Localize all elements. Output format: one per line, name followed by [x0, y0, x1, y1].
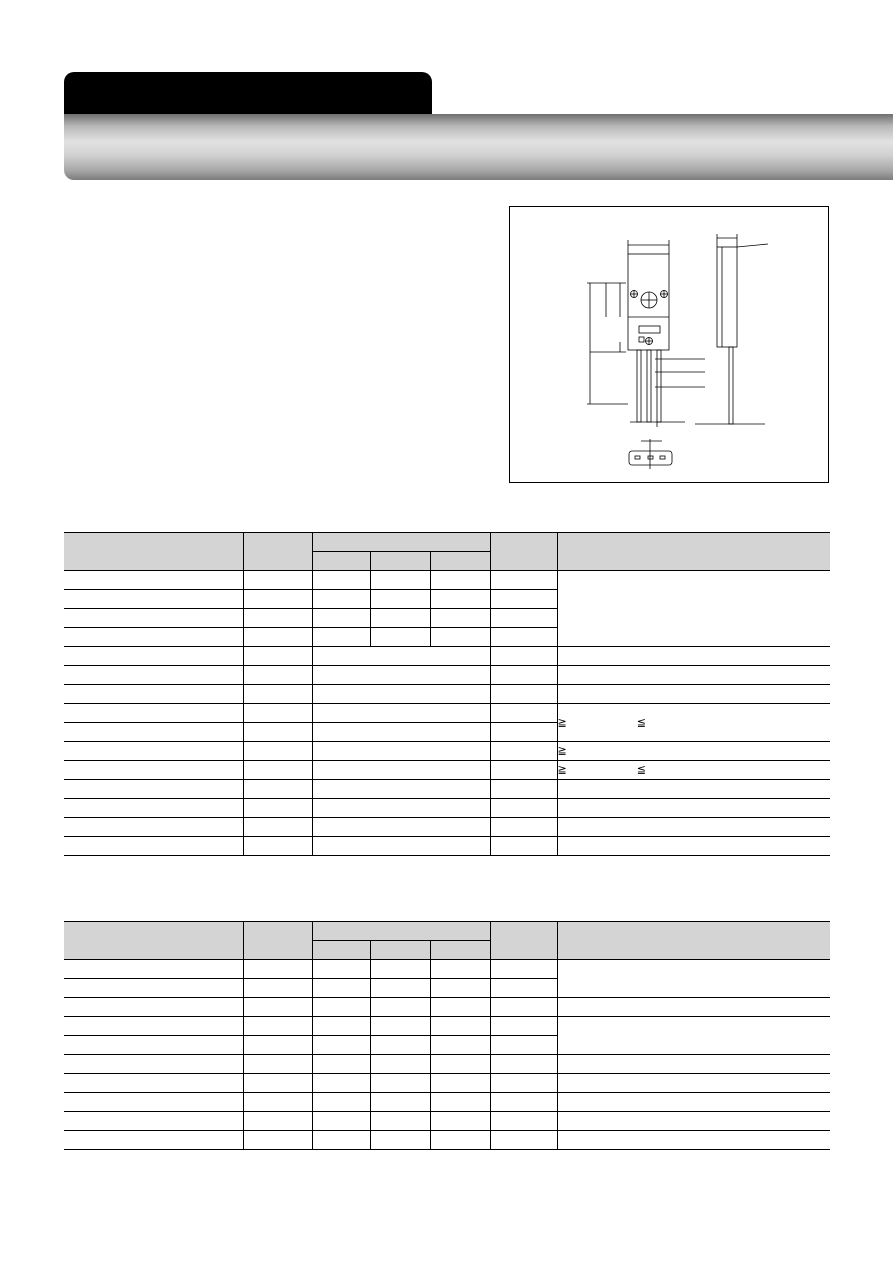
table2-header-row-1 [64, 922, 830, 941]
side-view-lead [729, 347, 733, 424]
condition-glyph: ≦ [636, 716, 646, 729]
table-row [64, 1055, 830, 1074]
table-row [64, 704, 830, 723]
table-row [64, 960, 830, 979]
table2-col-header-2 [243, 922, 312, 960]
table1-col-header-group [312, 533, 490, 552]
front-view-body [628, 254, 669, 350]
table2-col-header-1 [64, 922, 243, 960]
table-row [64, 1093, 830, 1112]
table2-col-header-conditions [557, 922, 830, 960]
table-row [64, 799, 830, 818]
table-row [64, 1131, 830, 1150]
specification-table-2 [64, 921, 830, 1150]
lead-2 [647, 350, 651, 422]
header-subtitle-bar [64, 114, 893, 180]
lead-1 [637, 350, 641, 422]
table-row [64, 647, 830, 666]
table-row [64, 998, 830, 1017]
condition-glyph: ≦ [636, 764, 646, 776]
table-row [64, 685, 830, 704]
table2-subheader-1 [312, 941, 370, 960]
table1-condition-cell-8 [557, 704, 830, 742]
table-row [64, 571, 830, 590]
package-outline-svg [510, 207, 828, 482]
table1-col-header-1 [64, 533, 243, 571]
table1-subheader-3 [430, 552, 490, 571]
table-row [64, 1074, 830, 1093]
package-outline-drawing [509, 206, 829, 483]
lead-3 [657, 350, 661, 422]
table-row [64, 666, 830, 685]
table-row [64, 742, 830, 761]
table2-subheader-2 [370, 941, 430, 960]
table-row [64, 1017, 830, 1036]
table-row [64, 761, 830, 780]
table2-subheader-3 [430, 941, 490, 960]
table-row [64, 818, 830, 837]
bottom-view-body [629, 451, 672, 465]
table1-header-row-1 [64, 533, 830, 552]
side-view-body [717, 247, 737, 347]
table-row [64, 780, 830, 799]
condition-glyph: ≧ [557, 745, 567, 757]
condition-glyph: ≧ [557, 764, 567, 776]
table1-condition-cell-11 [557, 761, 830, 780]
table1-subheader-2 [370, 552, 430, 571]
table2-col-header-group [312, 922, 490, 941]
table1-col-header-conditions [557, 533, 830, 571]
condition-glyph: ≧ [557, 716, 567, 729]
table1-subheader-1 [312, 552, 370, 571]
table-row [64, 1112, 830, 1131]
table-row [64, 837, 830, 856]
table1-condition-cell-10 [557, 742, 830, 761]
table1-col-header-2 [243, 533, 312, 571]
specification-table-1 [64, 532, 830, 856]
table1-col-header-unit [490, 533, 557, 571]
table2-col-header-unit [490, 922, 557, 960]
